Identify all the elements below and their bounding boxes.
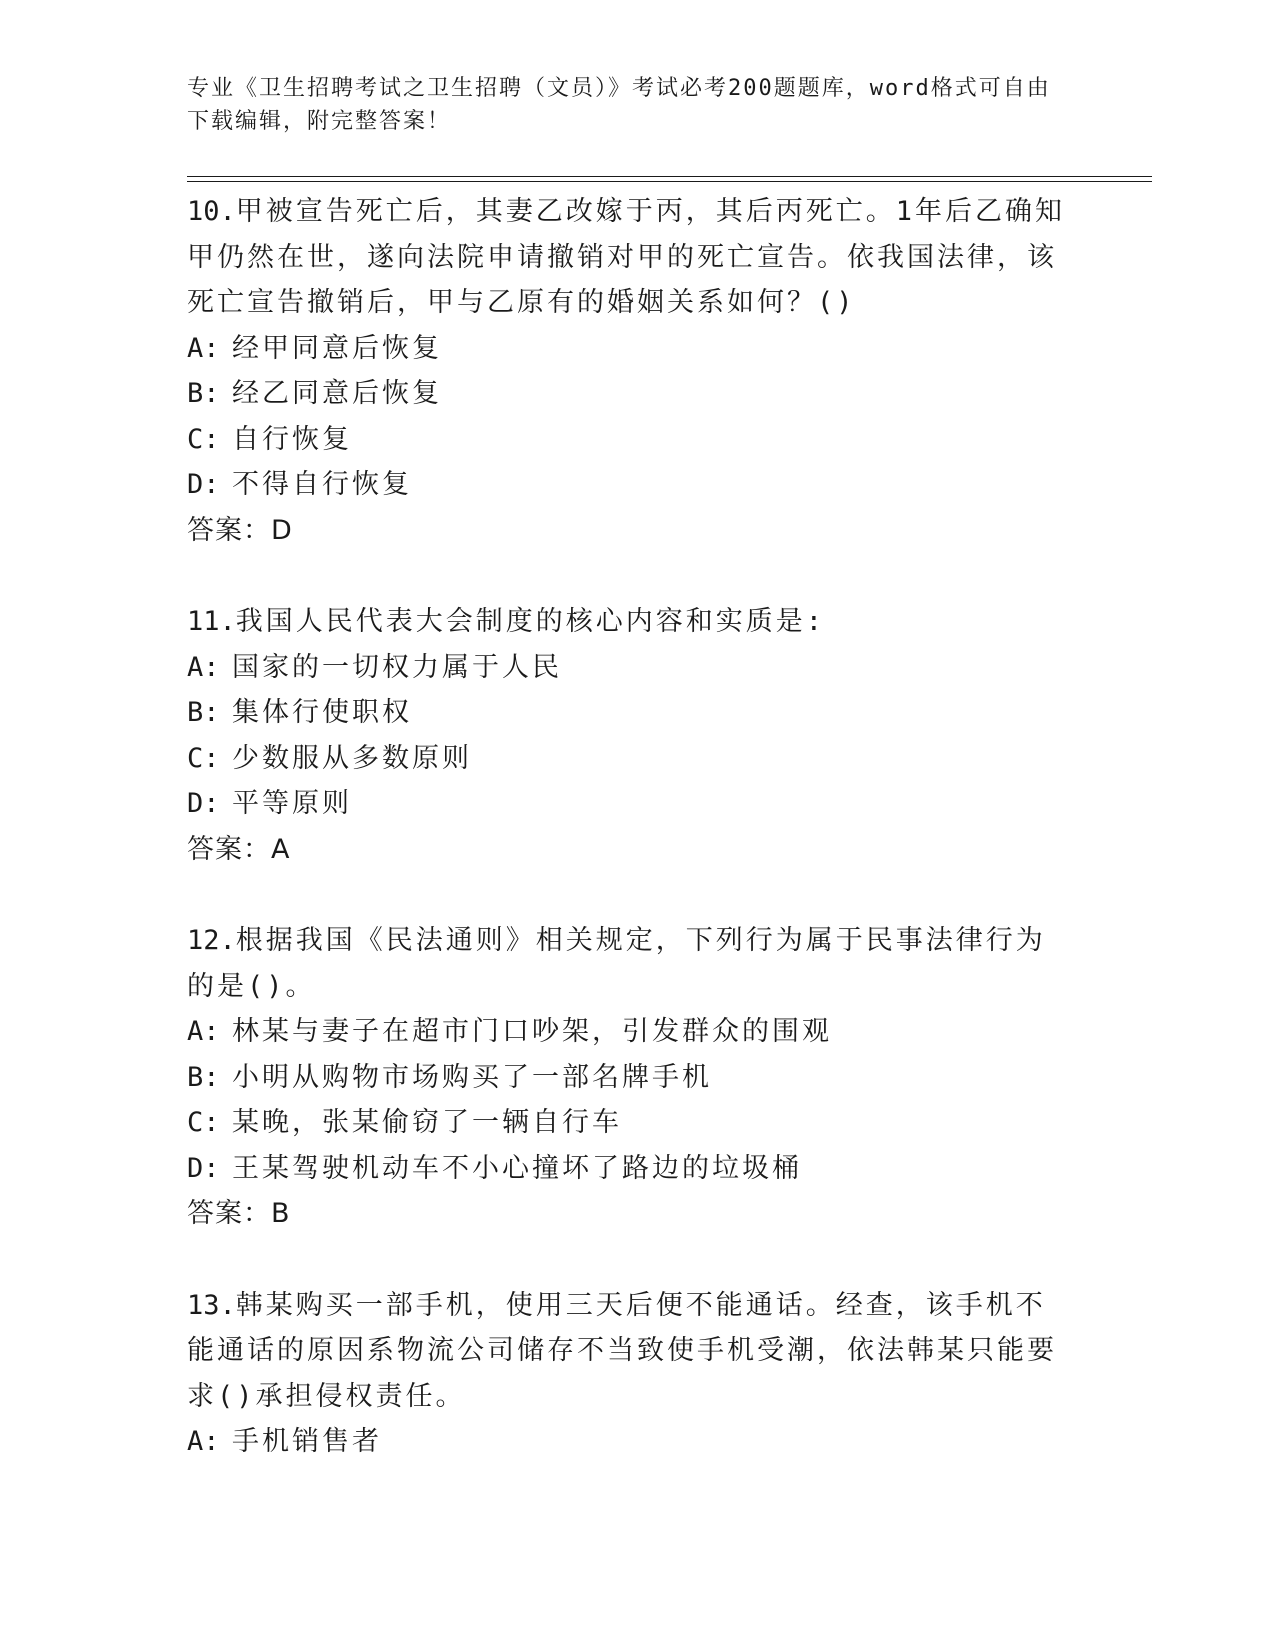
option-d: [187, 781, 1067, 827]
option-text: 平等原则: [232, 788, 352, 819]
option-text: 经甲同意后恢复: [232, 332, 442, 364]
answer-line: 答案：D: [187, 514, 293, 546]
option-text: 某晚，张某偷窃了一辆自行车: [232, 1107, 622, 1138]
option-letter: D:: [187, 788, 220, 819]
option-c: [187, 1100, 1067, 1146]
option-text: 小明从购物市场购买了一部名牌手机: [232, 1061, 712, 1093]
option-text: 经乙同意后恢复: [232, 378, 442, 409]
question-12: [187, 918, 1067, 1237]
question-list: [187, 189, 1067, 1511]
option-letter: B:: [187, 697, 220, 728]
question-text: 根据我国《民法通则》相关规定，下列行为属于民事法律行为的是()。: [187, 925, 1046, 1002]
option-letter: D:: [187, 1152, 220, 1184]
question-stem: [187, 599, 1067, 645]
header-divider-bottom: [187, 181, 1152, 182]
question-stem: [187, 1283, 1067, 1420]
option-letter: C:: [187, 423, 220, 455]
question-text: 甲被宣告死亡后，其妻乙改嫁于丙，其后丙死亡。1年后乙确知甲仍然在世，遂向法院申请撤销对甲的死亡宣告。依我国法律，该死亡宣告撤销后，甲与乙原有的婚姻关系如何？(): [187, 196, 1066, 318]
option-letter: C:: [187, 742, 220, 774]
option-letter: A:: [187, 332, 220, 364]
header-divider-top: [187, 176, 1152, 177]
option-text: 国家的一切权力属于人民: [232, 651, 562, 683]
question-11: [187, 599, 1067, 872]
option-d: [187, 462, 1067, 508]
option-letter: D:: [187, 469, 220, 500]
option-letter: B:: [187, 378, 220, 409]
question-number: 12.: [187, 925, 236, 956]
option-text: 林某与妻子在超市门口吵架，引发群众的围观: [232, 1016, 832, 1047]
question-13: [187, 1283, 1067, 1465]
answer-line: 答案：A: [187, 833, 291, 865]
question-10: [187, 189, 1067, 553]
option-text: 不得自行恢复: [232, 469, 412, 500]
question-text: 韩某购买一部手机，使用三天后便不能通话。经查，该手机不能通话的原因系物流公司储存不当致使手机受潮，依法韩某只能要求()承担侵权责任。: [187, 1289, 1057, 1412]
option-letter: A:: [187, 651, 220, 683]
option-a: [187, 645, 1067, 691]
question-stem: [187, 189, 1067, 326]
answer-line: 答案：B: [187, 1198, 291, 1229]
question-text: 我国人民代表大会制度的核心内容和实质是:: [235, 606, 826, 637]
option-b: [187, 690, 1067, 736]
option-text: 手机销售者: [232, 1426, 382, 1457]
option-letter: C:: [187, 1107, 220, 1138]
option-d: [187, 1146, 1067, 1192]
option-c: [187, 736, 1067, 782]
option-text: 自行恢复: [232, 423, 352, 455]
option-text: 集体行使职权: [232, 697, 412, 728]
question-number: 13.: [187, 1289, 236, 1321]
question-number: 10.: [187, 196, 236, 227]
option-text: 王某驾驶机动车不小心撞坏了路边的垃圾桶: [232, 1152, 802, 1184]
option-a: [187, 1009, 1067, 1055]
option-letter: A:: [187, 1016, 220, 1047]
option-c: [187, 417, 1067, 463]
document-header: 专业《卫生招聘考试之卫生招聘（文员）》考试必考200题题库，word格式可自由下载编辑，附完整答案！: [187, 76, 1051, 134]
option-text: 少数服从多数原则: [232, 742, 472, 774]
option-letter: A:: [187, 1426, 220, 1457]
option-a: [187, 326, 1067, 372]
option-a: [187, 1419, 1067, 1465]
option-b: [187, 1055, 1067, 1101]
option-b: [187, 371, 1067, 417]
question-stem: [187, 918, 1067, 1009]
question-number: 11.: [187, 606, 236, 637]
option-letter: B:: [187, 1061, 220, 1093]
